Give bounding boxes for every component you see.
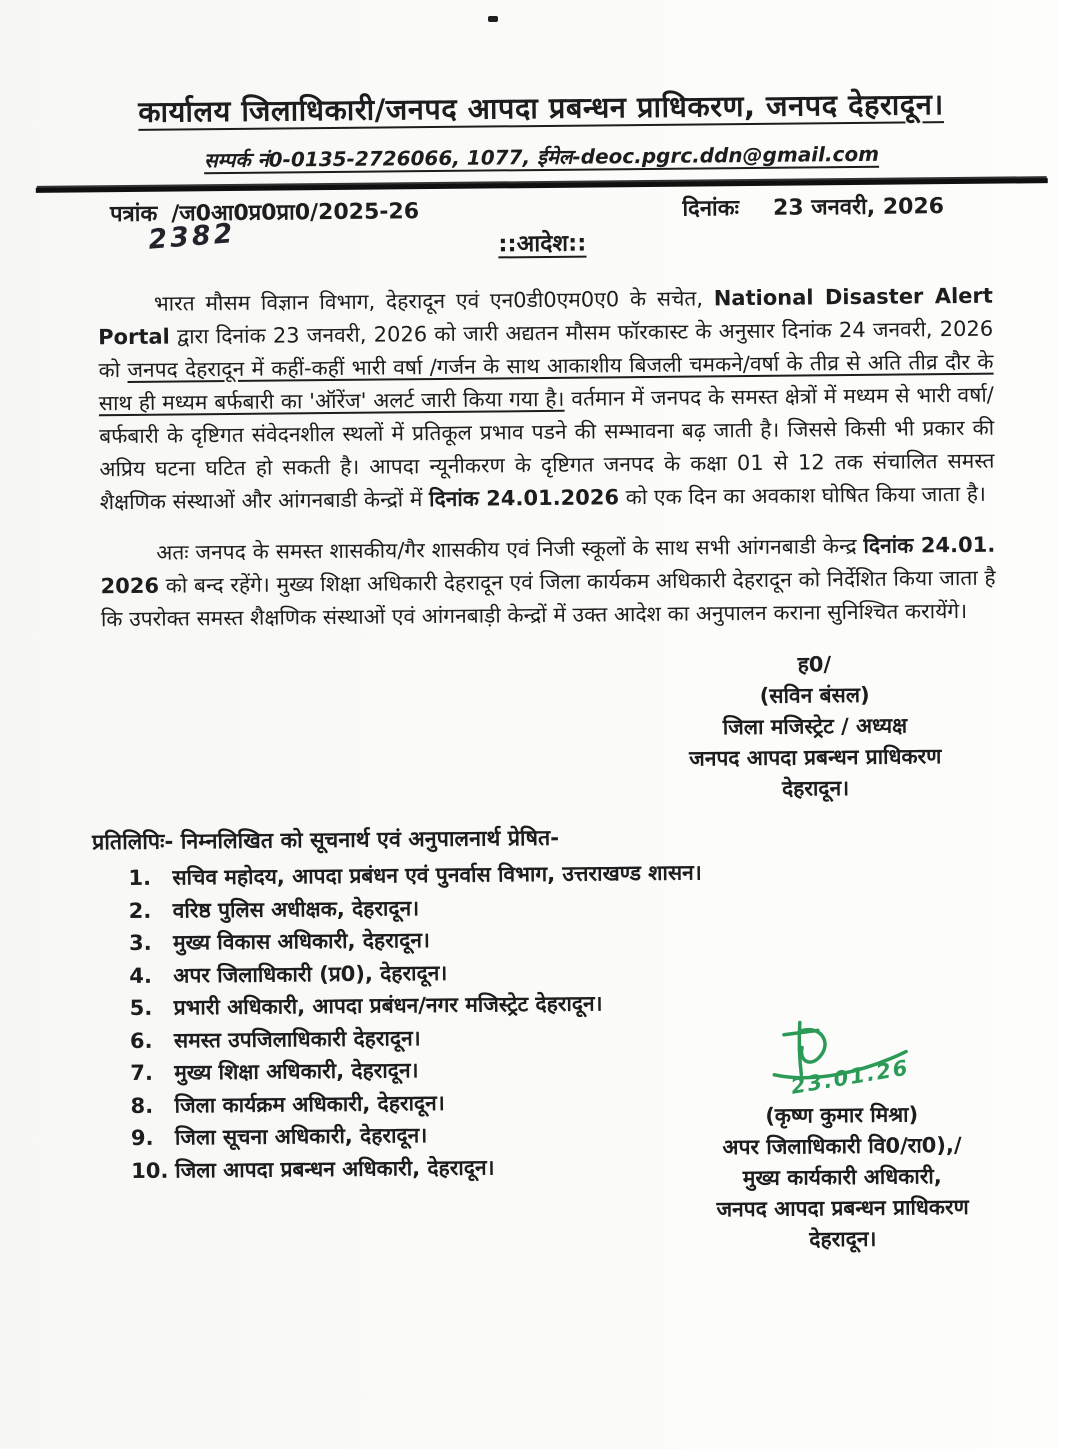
item-number: 4. [129,963,153,988]
item-text: जिला आपदा प्रबन्धन अधिकारी, देहरादून। [175,1154,495,1183]
sig1-signed-mark: ह0/ [797,652,832,677]
item-text: समस्त उपजिलाधिकारी देहरादून। [173,1025,421,1053]
item-number: 1. [128,865,152,890]
item-number: 3. [128,930,152,955]
paragraph-closure-order [100,529,996,637]
sig1-authority: जनपद आपदा प्रबन्धन प्राधिकरण [689,744,942,771]
item-text: प्रभारी अधिकारी, आपदा प्रबंधन/नगर मजिस्ट्रेट देहरादून। [173,991,603,1020]
sig2-authority: जनपद आपदा प्रबन्धन प्राधिकरण [716,1194,969,1222]
dispatch-order-row [2,219,1080,275]
item-text: वरिष्ठ पुलिस अधीक्षक, देहरादून। [172,895,420,923]
paragraph-weather-alert [98,280,995,520]
item-text: जिला सूचना अधिकारी, देहरादून। [174,1123,428,1150]
para2-closure-date: दिनांक 24.01. 2026 [100,532,996,599]
copy-heading: प्रतिलिपिः- निम्नलिखित को सूचनार्थ एवं अनुपालनार्थ प्रेषित- [91,825,560,856]
para1-portal-name: National Disaster Alert Portal [98,283,993,350]
order-heading: ::आदेश:: [498,230,587,258]
item-number: 8. [130,1093,154,1118]
para1-alert-underlined: जनपद देहरादून में कहीं-कहीं भारी वर्षा /गर्जन के साथ आकाशीय बिजली चमकने/वर्षा के तीव्र से अति तीव्र दौर के साथ ही मध्यम बर्फबारी का 'ऑरेंज' अलर्ट जारी किया गया है। [98,349,994,416]
item-text: जिला कार्यक्रम अधिकारी, देहरादून। [174,1090,445,1118]
signature-block-adm-ceo [666,1014,1018,1256]
item-number: 9. [130,1125,154,1150]
sig1-designation: जिला मजिस्ट्रेट / अध्यक्ष [722,713,908,740]
letterhead-title: कार्यालय जिलाधिकारी/जनपद आपदा प्रबन्धन प्राधिकरण, जनपद देहरादून। [138,87,944,129]
item-number: 7. [130,1060,153,1085]
item-text: मुख्य शिक्षा अधिकारी, देहरादून। [174,1058,419,1085]
date-label: दिनांकः [682,196,740,222]
sig2-designation-1: अपर जिलाधिकारी वि0/रा0),/ [722,1133,962,1160]
para1-holiday-date: दिनांक 24.01.2026 [428,485,620,512]
sig2-place: देहरादून। [809,1226,877,1252]
signature-block-district-magistrate [634,648,995,806]
para1-text: भारत मौसम विज्ञान विभाग, देहरादून एवं एन0डी0एम0ए0 के सचेत, [153,286,714,316]
item-text: सचिव महोदय, आपदा प्रबंधन एवं पुनर्वास विभाग, उत्तराखण्ड शासन। [172,860,702,890]
ref-label: पत्रांक [109,201,158,228]
item-number: 2. [128,898,152,923]
sig2-designation-2: मुख्य कार्यकारी अधिकारी, [742,1164,942,1191]
sig2-name: (कृष्ण कुमार मिश्रा) [765,1102,919,1128]
item-number: 6. [129,1028,153,1053]
letterhead-contact: सम्पर्क नं0-0135-2726066, 1077, ईमेल-deoc.pgrc.ddn@gmail.com [203,141,880,173]
handwritten-dispatch-number: 2382 [147,217,237,256]
item-number: 10. [131,1158,169,1183]
para2-text: अतः जनपद के समस्त शासकीय/गैर शासकीय एवं निजी स्कूलों के साथ सभी आंगनबाडी केन्द्र [156,533,864,565]
para1-text: द्वारा दिनांक 23 जनवरी, 2026 को जारी अद्यतन मौसम फॉरकास्ट के अनुसार दिनांक 24 जनवरी, 2026 को [98,316,994,383]
handwritten-date: 23.01.26 [789,1055,912,1099]
date-value: 23 जनवरी, 2026 [772,194,945,221]
copy-distribution-section [8,818,1080,1252]
ref-number: /ज0आ0प्र0प्रा0/2025-26 [171,199,420,227]
item-text: मुख्य विकास अधिकारी, देहरादून। [172,928,431,955]
item-text: अपर जिलाधिकारी (प्र0), देहरादून। [173,960,448,988]
sig1-name: (सविन बंसल) [759,682,870,708]
handwritten-signature [756,1015,927,1101]
letter-date [682,190,944,223]
para1-text: को एक दिन का अवकाश घोषित किया जाता है। [618,481,987,510]
para2-text: को बन्द रहेंगे। मुख्य शिक्षा अधिकारी देहरादून एवं जिला कार्यकम अधिकारी देहरादून को निर्देशित किया जाता है कि उपरोक्त समस्त शैक्षणिक संस्थाओं एवं आंगनबाड़ी केन्द्रों में उक्त आदेश का अनुपालन कराना सुनिश्चित करायेंगे। [100,565,996,632]
item-number: 5. [129,995,153,1020]
sig1-place: देहरादून। [781,776,850,801]
para1-text: वर्तमान में जनपद के समस्त क्षेत्रों में मध्यम से भारी वर्षा/बर्फबारी के दृष्टिगत संवेदनशील स्थलों में प्रतिकूल प्रभाव पडने की सम्भावना बढ़ जाती है। जिससे किसी भी प्रकार की अप्रिय घटना घटित हो सकती है। आपदा न्यूनीकरण के दृष्टिगत जनपद के कक्षा 01 से 12 तक संचालित समस्त शैक्षणिक संस्थाओं और आंगनबाडी केन्द्रों में [99,382,995,515]
